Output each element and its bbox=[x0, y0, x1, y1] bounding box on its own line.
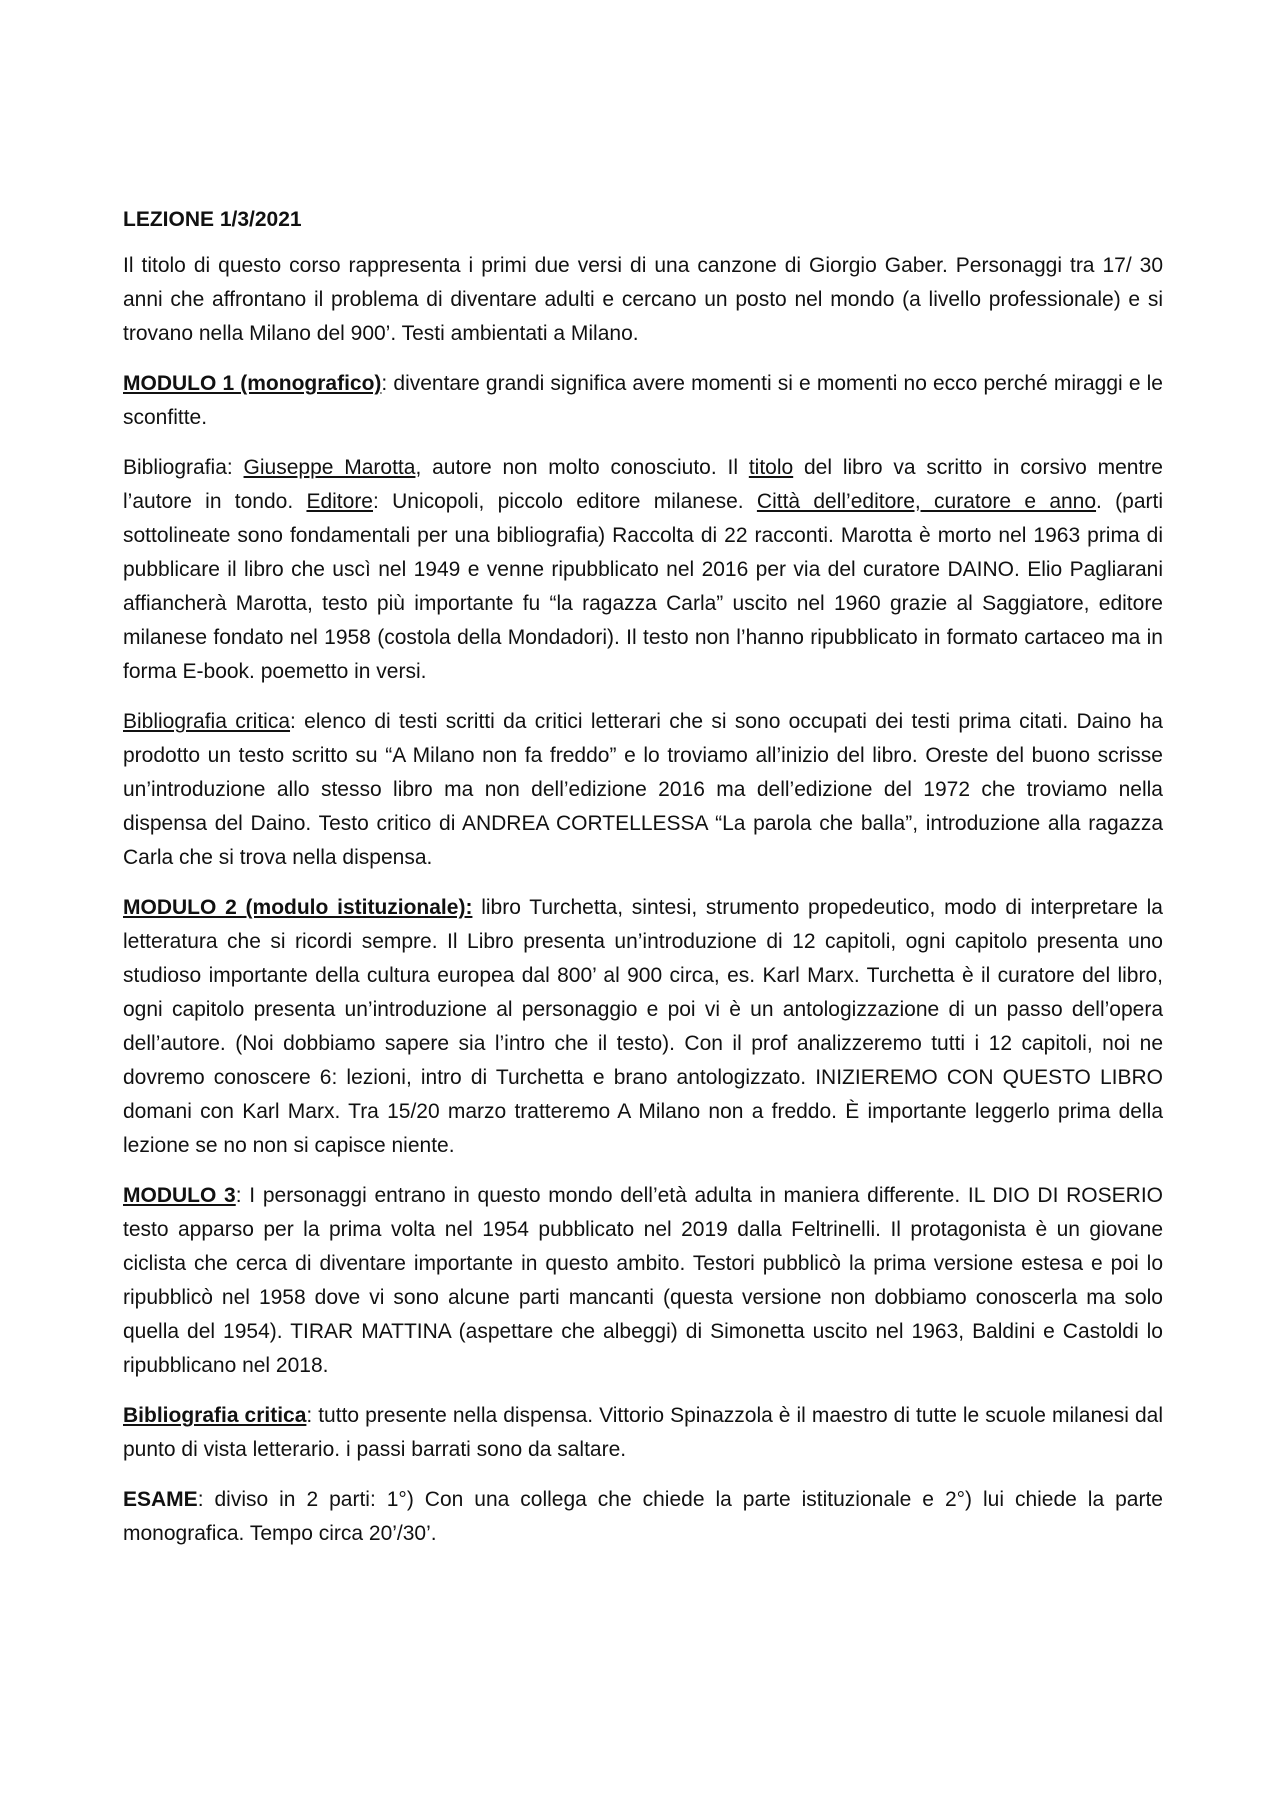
bibliografia-citta: Città dell’editore, curatore e anno bbox=[756, 490, 1097, 513]
bibliografia-titolo: titolo bbox=[748, 456, 794, 479]
modulo1-label: MODULO 1 (monografico) bbox=[123, 372, 382, 395]
modulo3-paragraph bbox=[123, 1179, 1163, 1383]
bibliografia-critica-2-paragraph bbox=[123, 1399, 1163, 1467]
document-page bbox=[123, 205, 1163, 1567]
bibliografia-text-1: Bibliografia: bbox=[123, 456, 244, 479]
bibliografia-critica-2-text: : tutto presente nella dispensa. Vittorio Spinazzola è il maestro di tutte le scuole milanesi dal punto di vista letterario. i passi barrati sono da saltare. bbox=[123, 1404, 1163, 1461]
esame-label: ESAME bbox=[123, 1488, 198, 1511]
intro-paragraph: Il titolo di questo corso rappresenta i primi due versi di una canzone di Giorgio Gaber. Personaggi tra 17/ 30 anni che affrontano il problema di diventare adulti e cercano un posto nel mondo (a livello professionale) e si trovano nella Milano del 900’. Testi ambientati a Milano. bbox=[123, 254, 1163, 345]
esame-paragraph bbox=[123, 1483, 1163, 1551]
modulo1-paragraph bbox=[123, 367, 1163, 435]
modulo1-text: : diventare grandi significa avere momenti si e momenti no ecco perché miraggi e le sconfitte. bbox=[123, 372, 1163, 429]
bibliografia-author: Giuseppe Marotta bbox=[243, 456, 416, 479]
modulo2-label: MODULO 2 (modulo istituzionale): bbox=[123, 896, 473, 919]
bibliografia-text-5: . (parti sottolineate sono fondamentali per una bibliografia) Raccolta di 22 racconti. Marotta è morto nel 1963 prima di pubblicare il libro che uscì nel 1949 e venne ripubblicato nel 2016 per via del curatore DAINO. Elio Pagliarani affiancherà Marotta, testo più importante fu “la ragazza Carla” uscito nel 1960 grazie al Saggiatore, editore milanese fondato nel 1958 (costola della Mondadori). Il testo non l’hanno ripubblicato in formato cartaceo ma in forma E-book. poemetto in versi. bbox=[123, 490, 1164, 683]
bibliografia-critica-2-label: Bibliografia critica bbox=[123, 1404, 307, 1427]
modulo2-text: libro Turchetta, sintesi, strumento propedeutico, modo di interpretare la letteratura che si ricordi sempre. Il Libro presenta un’introduzione di 12 capitoli, ogni capitolo presenta uno studioso importante della cultura europea dal 800’ al 900 circa, es. Karl Marx. Turchetta è il curatore del libro, ogni capitolo presenta un’introduzione al personaggio e poi vi è un antologizzazione di un passo dell’opera dell’autore. (Noi dobbiamo sapere sia l’intro che il testo). Con il prof analizzeremo tutti i 12 capitoli, noi ne dovremo conoscere 6: lezioni, intro di Turchetta e brano antologizzato. INIZIEREMO CON QUESTO LIBRO domani con Karl Marx. Tra 15/20 marzo tratteremo A Milano non a freddo. È importante leggerlo prima della lezione se no non si capisce niente. bbox=[123, 896, 1163, 1157]
bibliografia-text-3: del libro va scritto in corsivo mentre l’autore in tondo. bbox=[123, 456, 1163, 513]
bibliografia-text-2: , autore non molto conosciuto. Il bbox=[415, 456, 749, 479]
bibliografia-critica-label: Bibliografia critica bbox=[123, 710, 291, 733]
bibliografia-text-4: : Unicopoli, piccolo editore milanese. bbox=[373, 490, 757, 513]
esame-text: : diviso in 2 parti: 1°) Con una collega che chiede la parte istituzionale e 2°) lui chiede la parte monografica. Tempo circa 20’/30’. bbox=[123, 1488, 1163, 1545]
lesson-title: LEZIONE 1/3/2021 bbox=[123, 208, 302, 231]
bibliografia-editore: Editore bbox=[306, 490, 373, 513]
modulo3-label: MODULO 3 bbox=[123, 1184, 236, 1207]
bibliografia-paragraph bbox=[123, 451, 1163, 689]
bibliografia-critica-text: : elenco di testi scritti da critici letterari che si sono occupati dei testi prima citati. Daino ha prodotto un testo scritto su “A Milano non fa freddo” e lo troviamo all’inizio del libro. Oreste del buono scrisse un’introduzione allo stesso libro ma non dell’edizione 2016 ma dell’edizione del 1972 che troviamo nella dispensa del Daino. Testo critico di ANDREA CORTELLESSA “La parola che balla”, introduzione alla ragazza Carla che si trova nella dispensa. bbox=[123, 710, 1163, 869]
bibliografia-critica-paragraph bbox=[123, 705, 1163, 875]
modulo3-text: : I personaggi entrano in questo mondo dell’età adulta in maniera differente. IL DIO DI ROSERIO testo apparso per la prima volta nel 1954 pubblicato nel 2019 dalla Feltrinelli. Il protagonista è un giovane ciclista che cerca di diventare importante in questo ambito. Testori pubblicò la prima versione estesa e poi lo ripubblicò nel 1958 dove vi sono alcune parti mancanti (questa versione non dobbiamo conoscerla ma solo quella del 1954). TIRAR MATTINA (aspettare che albeggi) di Simonetta uscito nel 1963, Baldini e Castoldi lo ripubblicano nel 2018. bbox=[123, 1184, 1163, 1377]
modulo2-paragraph bbox=[123, 891, 1163, 1163]
